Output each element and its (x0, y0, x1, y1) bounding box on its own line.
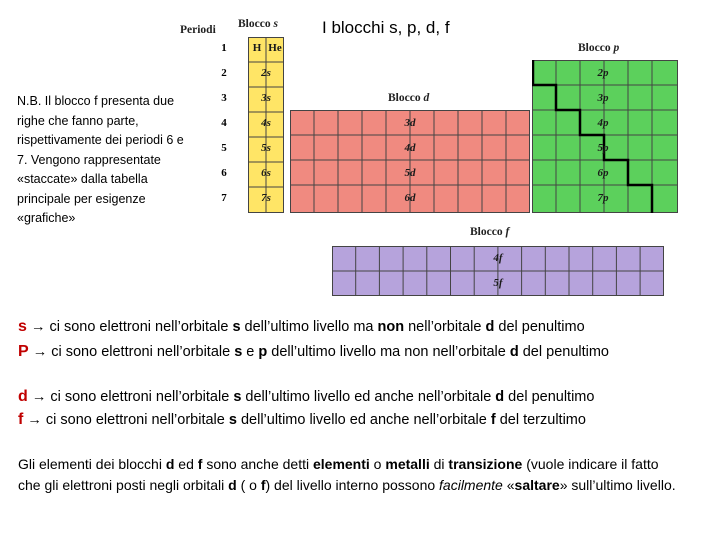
footer-bold: d (165, 456, 175, 472)
line-text: ci sono elettroni nell’orbitale (45, 319, 233, 335)
period-number: 5 (221, 142, 227, 154)
line-text: ci sono elettroni nell’orbitale (47, 344, 235, 360)
footer-bold: f (260, 477, 266, 493)
line-d (18, 386, 718, 408)
d-row-label: 5d (404, 167, 416, 179)
d-row-label: 4d (404, 142, 416, 154)
line-text: dell’ultimo livello ed anche nell’orbitale (236, 412, 491, 428)
p-row-label: 2p (597, 67, 609, 79)
p-row-label: 5p (597, 142, 609, 154)
footer-text: Gli elementi dei blocchi (18, 456, 166, 472)
footer-bold: metalli (385, 456, 430, 472)
footer-text: o (369, 456, 386, 472)
period-number: 6 (221, 167, 227, 179)
s-row-label: 6s (261, 167, 271, 179)
p-row-label: 7p (597, 192, 609, 204)
period-number: 4 (221, 117, 227, 129)
line-bold: d (509, 344, 519, 360)
period-number: 2 (221, 67, 227, 79)
period-number: 7 (221, 192, 227, 204)
s-row-label: 3s (261, 92, 271, 104)
period-number: 1 (221, 42, 227, 54)
block-p-label: Blocco p (578, 42, 620, 54)
line-bold: s (228, 412, 237, 428)
period-number: 3 (221, 92, 227, 104)
line-text: del terzultimo (495, 412, 586, 428)
footer-text: di (429, 456, 449, 472)
footer-text: ed (174, 456, 198, 472)
block-f-label: Blocco f (470, 226, 510, 238)
line-bold: d (485, 319, 495, 335)
block-p-grid (532, 60, 678, 213)
s-row-label: 5s (261, 142, 271, 154)
letter-p: P (18, 343, 29, 360)
periods-label: Periodi (180, 24, 216, 36)
footer-text: (vuole indicare il fatto che gli elettroni posti negli orbitali (18, 456, 659, 493)
letter-d: d (18, 388, 28, 405)
s-row-label: 2s (261, 67, 271, 79)
line-bold: f (490, 412, 496, 428)
footer-bold: transizione (448, 456, 523, 472)
footer-text: « (502, 477, 515, 493)
line-f (18, 409, 718, 431)
s-row-label: 4s (261, 117, 271, 129)
block-s-label: Blocco s (238, 18, 278, 30)
footer-text: sono anche detti (202, 456, 313, 472)
line-text: ci sono elettroni nell’orbitale (41, 412, 229, 428)
p-row-label: 4p (597, 117, 609, 129)
page-title: I blocchi s, p, d, f (322, 18, 450, 37)
letter-f: f (18, 411, 24, 428)
f-row-label: 5f (493, 277, 503, 289)
footer-text: ) del livello interno possono (265, 477, 440, 493)
arrow-icon: → (31, 389, 47, 405)
line-bold: s (233, 389, 242, 405)
line-bold: p (258, 344, 268, 360)
s-row-label: 7s (261, 192, 271, 204)
line-bold: s (234, 344, 243, 360)
footer-bold: f (197, 456, 203, 472)
f-row-label: 4f (493, 252, 503, 264)
line-p (18, 341, 658, 363)
cell-h: H (252, 42, 262, 54)
line-text: del penultimo (504, 389, 595, 405)
line-text: ci sono elettroni nell’orbitale (46, 389, 234, 405)
line-text: del penultimo (494, 319, 585, 335)
cell-he: He (268, 42, 282, 54)
line-text: e (242, 344, 259, 360)
line-bold: s (232, 319, 241, 335)
arrow-icon: → (27, 412, 42, 428)
line-text: dell’ultimo livello ma (240, 319, 378, 335)
footer-paragraph (18, 454, 678, 496)
line-text: dell’ultimo livello ed anche nell’orbitale (241, 389, 496, 405)
arrow-icon: → (30, 319, 46, 335)
footer-bold: d (228, 477, 237, 493)
p-row-label: 6p (597, 167, 609, 179)
block-d-label: Blocco d (388, 92, 430, 104)
letter-s: s (18, 318, 27, 335)
footer-bold: elementi (312, 456, 370, 472)
footer-bold: saltare (514, 477, 560, 493)
p-row-label: 3p (597, 92, 609, 104)
d-row-label: 6d (404, 192, 416, 204)
line-s (18, 316, 718, 338)
note-text: N.B. Il blocco f presenta due righe che fanno parte, rispettivamente dei periodi 6 e 7. Vengono rappresentate «staccate» dalla tabella principale per esigenze «grafiche» (17, 94, 184, 225)
line-text: del penultimo (518, 344, 609, 360)
line-bold: non (377, 319, 405, 335)
d-row-label: 3d (404, 117, 416, 129)
footer-text: ( o (236, 477, 261, 493)
line-bold: d (495, 389, 505, 405)
footer-italic: facilmente (439, 477, 503, 493)
line-text: dell’ultimo livello ma non nell’orbitale (267, 344, 510, 360)
line-text: nell’orbitale (404, 319, 486, 335)
footer-text: » sull’ultimo livello. (559, 477, 676, 493)
arrow-icon: → (32, 344, 48, 360)
